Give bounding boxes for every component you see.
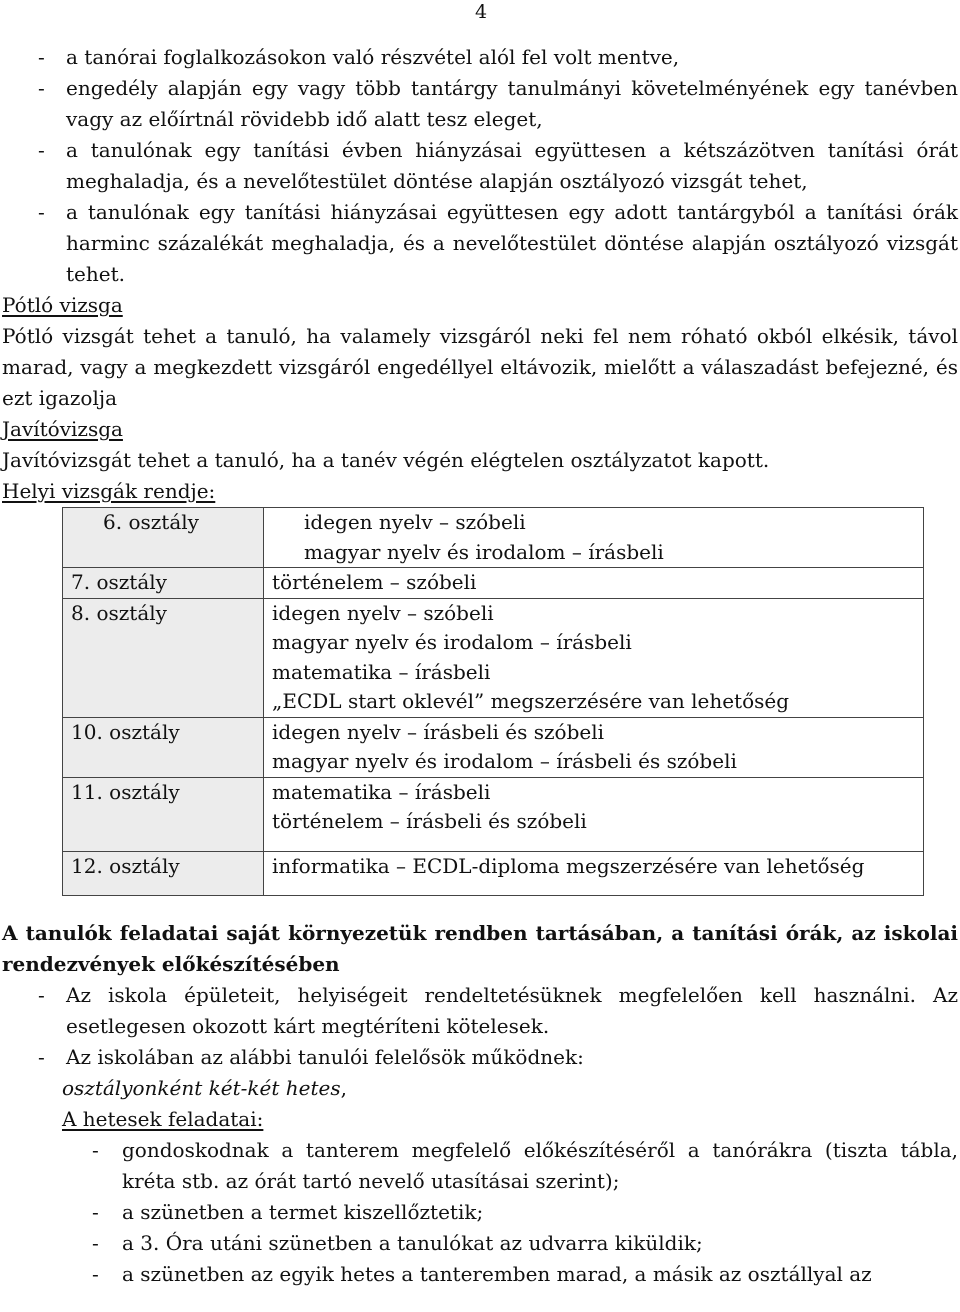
table-row <box>63 717 924 777</box>
eligibility-list <box>2 42 958 290</box>
table-row <box>63 508 924 568</box>
hetesek-list <box>2 1135 958 1290</box>
list-dash: - <box>38 983 45 1007</box>
javitovizsga-text: Javítóvizsgát tehet a tanuló, ha a tanév végén elégtelen osztályzatot kapott. <box>2 448 770 472</box>
hetes-italic: osztályonként két-két hetes <box>62 1076 341 1100</box>
class-cell: 7. osztály <box>63 568 264 599</box>
list-dash: - <box>38 200 45 224</box>
local-exams-table <box>62 507 924 896</box>
list-item: - a tanórai foglalkozásokon való részvétel alól fel volt mentve, <box>2 42 958 73</box>
list-dash: - <box>92 1138 99 1162</box>
list-item: - a szünetben a termet kiszellőztetik; <box>2 1197 958 1228</box>
list-item: - a szünetben az egyik hetes a tanteremben marad, a másik az osztállyal az <box>2 1259 958 1290</box>
list-dash: - <box>38 1045 45 1069</box>
subjects-cell: informatika – ECDL-diploma megszerzésére van lehetőség <box>264 851 924 896</box>
list-dash: - <box>38 138 45 162</box>
hetesek-heading: A hetesek feladatai: <box>62 1107 264 1131</box>
list-item: - a 3. Óra utáni szünetben a tanulókat az udvarra kiküldik; <box>2 1228 958 1259</box>
list-dash: - <box>38 76 45 100</box>
hetesek-heading-row <box>2 1104 958 1135</box>
list-item: - gondoskodnak a tanterem megfelelő előkészítéséről a tanórákra (tiszta tábla, kréta stb. az órát tartó nevelő utasításai szerint); <box>2 1135 958 1197</box>
list-item: - Az iskola épületeit, helyiségeit rendeltetésüknek megfelelően kell használni. Az esetlegesen okozott kárt megtéríteni kötelesek. <box>2 980 958 1042</box>
class-cell: 12. osztály <box>63 851 264 896</box>
spacer <box>2 896 958 918</box>
table-row <box>63 851 924 896</box>
class-cell: 11. osztály <box>63 777 264 851</box>
class-cell: 10. osztály <box>63 717 264 777</box>
page-number: 4 <box>475 1 488 23</box>
potlo-vizsga-heading: Pótló vizsga <box>2 293 123 317</box>
subjects-cell: idegen nyelv – szóbeli magyar nyelv és irodalom – írásbeli <box>264 508 924 568</box>
list-item: - a tanulónak egy tanítási évben hiányzásai együttesen a kétszázötven tanítási órát meghaladja, és a nevelőtestület döntése alapján osztályozó vizsgát tehet, <box>2 135 958 197</box>
list-dash: - <box>92 1200 99 1224</box>
page-content <box>2 42 958 1290</box>
subjects-cell: idegen nyelv – szóbeli magyar nyelv és irodalom – írásbeli matematika – írásbeli „ECDL start oklevél” megszerzésére van lehetőség <box>264 598 924 717</box>
subjects-cell: történelem – szóbeli <box>264 568 924 599</box>
list-dash: - <box>92 1231 99 1255</box>
table-row <box>63 598 924 717</box>
subjects-cell: matematika – írásbeli történelem – írásbeli és szóbeli <box>264 777 924 851</box>
javitovizsga-heading: Javítóvizsga <box>2 417 123 441</box>
hetes-line: osztályonként két-két hetes, <box>62 1076 347 1100</box>
list-dash: - <box>92 1262 99 1286</box>
list-dash: - <box>38 45 45 69</box>
class-cell: 8. osztály <box>63 598 264 717</box>
potlo-vizsga-text: Pótló vizsgát tehet a tanuló, ha valamely vizsgáról neki fel nem róható okból elkésik, távol marad, vagy a megkezdett vizsgáról engedéllyel eltávozik, mielőtt a válaszadást befejezné, és ezt igazolja <box>2 324 958 410</box>
table-row <box>63 568 924 599</box>
table-row <box>63 777 924 851</box>
list-item: - a tanulónak egy tanítási hiányzásai együttesen egy adott tantárgyból a tanítási órák harminc százalékát meghaladja, és a nevelőtestület döntése alapján osztályozó vizsgát tehet. <box>2 197 958 290</box>
class-cell: 6. osztály <box>63 508 264 568</box>
subjects-cell: idegen nyelv – írásbeli és szóbeli magyar nyelv és irodalom – írásbeli és szóbeli <box>264 717 924 777</box>
helyi-vizsgak-heading: Helyi vizsgák rendje: <box>2 479 216 503</box>
list-item: - engedély alapján egy vagy több tantárgy tanulmányi követelményének egy tanévben vagy az előírtnál rövidebb idő alatt tesz eleget, <box>2 73 958 135</box>
tanulok-feladatai-heading: A tanulók feladatai saját környezetük rendben tartásában, a tanítási órák, az iskolai rendezvények előkészítésében <box>2 921 958 976</box>
list-item: - Az iskolában az alábbi tanulói felelősök működnek: <box>2 1042 958 1073</box>
